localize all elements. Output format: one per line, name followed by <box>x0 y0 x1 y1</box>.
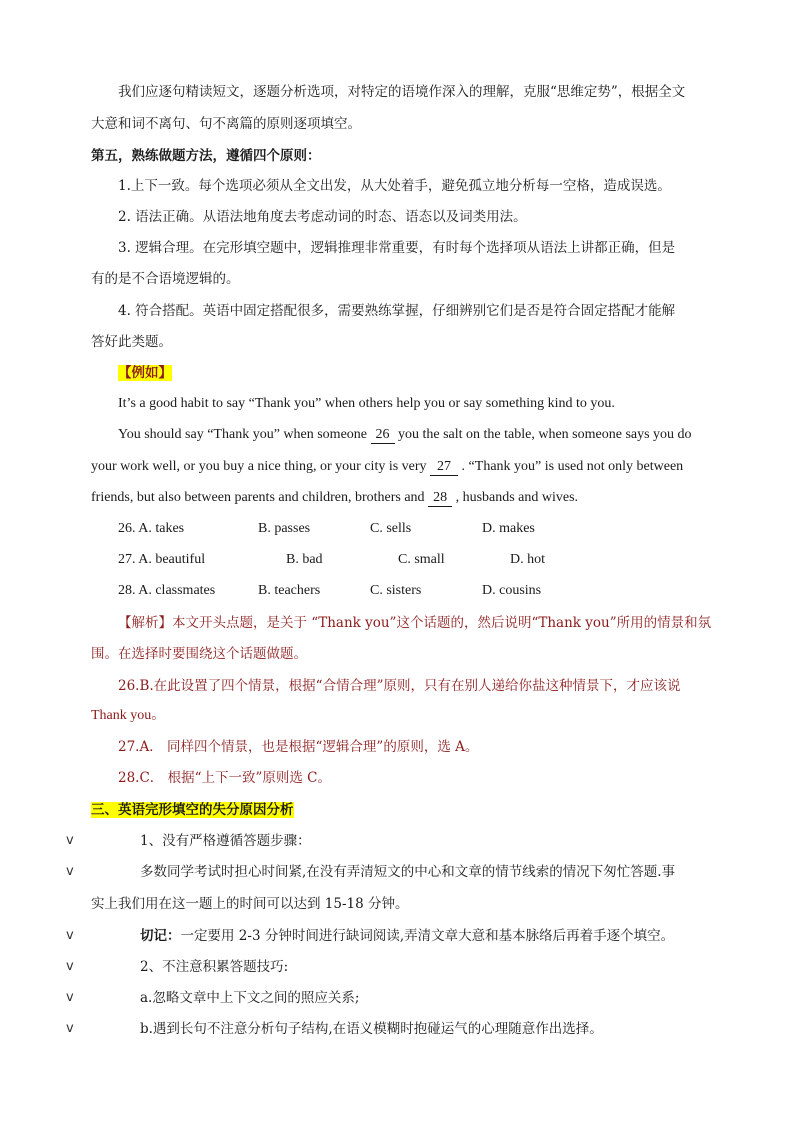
analysis-line-1: 【解析】本文开头点题，是关于 “Thank you”这个话题的，然后说明“Thank you”所用的情景和氛 <box>118 615 712 631</box>
section-three-heading-text: 三、英语完形填空的失分原因分析 <box>91 802 294 818</box>
option-28-a: 28. A. classmates <box>118 583 216 598</box>
intro-line-2: 大意和词不离句、句不离篇的原则逐项填空。 <box>91 116 361 132</box>
passage-line-2-end: you the salt on the table, when someone says you do <box>394 427 692 442</box>
option-28-b: B. teachers <box>258 583 321 598</box>
analysis-line-2: 围。在选择时要围绕这个话题做题。 <box>91 646 307 662</box>
bullet-marker: v <box>66 1021 74 1036</box>
passage-line-4-end: , husbands and wives. <box>452 490 579 505</box>
answer-28: 28.C． 根据“上下一致”原则选 C。 <box>118 770 332 786</box>
reason-1-heading: 1、没有严格遵循答题步骤： <box>140 833 311 849</box>
remember-label: 切记： <box>140 928 181 944</box>
option-27-c: C. small <box>398 552 445 567</box>
remember-text: 一定要用 2-3 分钟时间进行缺词阅读,弄清文章大意和基本脉络后再着手逐个填空。 <box>180 928 675 944</box>
intro-line-1: 我们应逐句精读短文，逐题分析选项，对特定的语境作深入的理解，克服“思维定势”，根据全文 <box>118 84 686 100</box>
bullet-marker: v <box>66 990 74 1005</box>
principle-1: 1.上下一致。每个选项必须从全文出发，从大处着手，避免孤立地分析每一空格，造成误选。 <box>118 178 671 194</box>
option-26-a: 26. A. takes <box>118 521 185 536</box>
passage-line-4-start: friends, but also between parents and children, brothers and <box>91 490 429 505</box>
passage-line-3-end: . “Thank you” is used not only between <box>458 459 684 474</box>
answer-27: 27.A． 同样四个情景，也是根据“逻辑合理”的原则，选 A。 <box>118 739 479 755</box>
option-27-a: 27. A. beautiful <box>118 552 206 567</box>
bullet-marker: v <box>66 864 74 879</box>
reason-2-heading: 2、不注意积累答题技巧: <box>140 959 289 975</box>
principle-4-line-1: 4. 符合搭配。英语中固定搭配很多，需要熟练掌握，仔细辨别它们是否是符合固定搭配才能解 <box>118 303 676 319</box>
passage-line-4 <box>91 488 578 508</box>
reason-2-a: a.忽略文章中上下文之间的照应关系; <box>140 990 360 1006</box>
remember-line <box>140 926 674 946</box>
reason-1-text-line-2: 实上我们用在这一题上的时间可以达到 15-18 分钟。 <box>91 896 409 912</box>
option-26-d: D. makes <box>482 521 535 536</box>
option-27-d: D. hot <box>510 552 545 567</box>
principle-2: 2. 语法正确。从语法地角度去考虑动词的时态、语态以及词类用法。 <box>118 209 527 225</box>
option-26-c: C. sells <box>370 521 412 536</box>
example-label-text: 【例如】 <box>118 365 172 381</box>
bullet-marker: v <box>66 959 74 974</box>
option-28-d: D. cousins <box>482 583 542 598</box>
passage-line-3-start: your work well, or you buy a nice thing, or your city is very <box>91 459 431 474</box>
reason-2-b: b.遇到长句不注意分析句子结构,在语义模糊时抱碰运气的心理随意作出选择。 <box>140 1021 603 1037</box>
blank-27: 27 <box>430 459 458 476</box>
principle-3-line-1: 3. 逻辑合理。在完形填空题中，逻辑推理非常重要，有时每个选择项从语法上讲都正确，但是 <box>118 240 676 256</box>
section-five-heading: 第五，熟练做题方法，遵循四个原则： <box>91 148 321 164</box>
bullet-marker: v <box>66 928 74 943</box>
section-three-heading <box>91 800 294 820</box>
option-28-c: C. sisters <box>370 583 422 598</box>
principle-4-line-2: 答好此类题。 <box>91 334 172 350</box>
passage-line-2 <box>118 425 692 445</box>
passage-sentence-1: It’s a good habit to say “Thank you” when others help you or say something kind to you. <box>118 396 615 411</box>
option-27-b: B. bad <box>286 552 323 567</box>
blank-28: 28 <box>428 490 452 507</box>
passage-line-2-start: You should say “Thank you” when someone <box>118 427 371 442</box>
blank-26: 26 <box>371 427 395 444</box>
passage-line-3 <box>91 457 683 477</box>
bullet-marker: v <box>66 833 74 848</box>
example-label <box>118 363 172 383</box>
option-26-b: B. passes <box>258 521 311 536</box>
answer-26-line-1: 26.B.在此设置了四个情景，根据“合情合理”原则，只有在别人递给你盐这种情景下，才应该说 <box>118 678 681 694</box>
answer-26-line-2: Thank you。 <box>91 708 166 723</box>
principle-3-line-2: 有的是不合语境逻辑的。 <box>91 271 240 287</box>
reason-1-text-line-1: 多数同学考试时担心时间紧,在没有弄清短文的中心和文章的情节线索的情况下匆忙答题.事 <box>140 864 676 880</box>
